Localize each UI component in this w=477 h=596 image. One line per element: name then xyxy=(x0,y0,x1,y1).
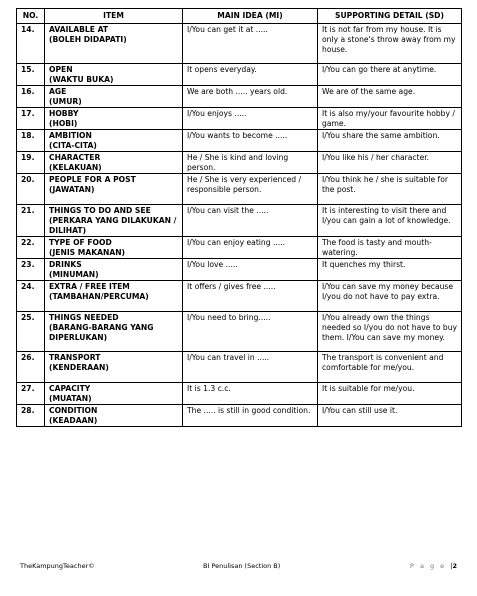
table-row xyxy=(17,383,462,405)
row-main-idea: The ..... is still in good condition. xyxy=(183,405,318,427)
item-label: TRANSPORT xyxy=(49,353,101,362)
row-item xyxy=(45,64,183,86)
item-malay-label: (CITA-CITA) xyxy=(49,141,97,150)
row-item xyxy=(45,383,183,405)
row-item xyxy=(45,152,183,174)
row-main-idea: I/You can travel in ..... xyxy=(183,352,318,383)
row-number: 21. xyxy=(17,205,45,237)
item-label: PEOPLE FOR A POST xyxy=(49,175,136,184)
item-malay-label: (JENIS MAKANAN) xyxy=(49,248,126,257)
item-label: AMBITION xyxy=(49,131,92,140)
row-main-idea: I/You can get it at ..... xyxy=(183,24,318,64)
table-header-row xyxy=(17,9,462,24)
table-row xyxy=(17,64,462,86)
item-malay-label: (KEADAAN) xyxy=(49,416,98,425)
page-footer xyxy=(20,562,457,574)
vocabulary-table-container xyxy=(16,8,461,427)
row-number: 22. xyxy=(17,237,45,259)
row-number: 24. xyxy=(17,281,45,312)
item-label: OPEN xyxy=(49,65,73,74)
item-label: CONDITION xyxy=(49,406,98,415)
item-label: AVAILABLE AT xyxy=(49,25,109,34)
vocabulary-table xyxy=(16,8,462,427)
footer-page-indicator xyxy=(410,562,457,570)
row-number: 19. xyxy=(17,152,45,174)
row-supporting-detail: I/You already own the things needed so I/you do not have to buy them. I/You can save my money. xyxy=(318,312,462,352)
row-number: 25. xyxy=(17,312,45,352)
row-supporting-detail: I/You think he / she is suitable for the post. xyxy=(318,174,462,205)
table-row xyxy=(17,108,462,130)
row-number: 23. xyxy=(17,259,45,281)
table-row xyxy=(17,237,462,259)
row-number: 28. xyxy=(17,405,45,427)
table-row xyxy=(17,281,462,312)
row-supporting-detail: I/You share the same ambition. xyxy=(318,130,462,152)
row-number: 26. xyxy=(17,352,45,383)
table-row xyxy=(17,405,462,427)
header-item: ITEM xyxy=(45,9,183,24)
row-main-idea: I/You enjoys ..... xyxy=(183,108,318,130)
item-malay-label: (PERKARA YANG DILAKUKAN / DILIHAT) xyxy=(49,216,177,235)
item-malay-label: (HOBI) xyxy=(49,119,78,128)
row-main-idea: He / She is kind and loving person. xyxy=(183,152,318,174)
item-label: THINGS TO DO AND SEE xyxy=(49,206,151,215)
table-row xyxy=(17,24,462,64)
table-row xyxy=(17,152,462,174)
row-main-idea: I/You can enjoy eating ..... xyxy=(183,237,318,259)
item-malay-label: (BOLEH DIDAPATI) xyxy=(49,35,127,44)
row-main-idea: I/You wants to become ..... xyxy=(183,130,318,152)
row-item xyxy=(45,237,183,259)
table-row xyxy=(17,174,462,205)
row-number: 15. xyxy=(17,64,45,86)
row-number: 16. xyxy=(17,86,45,108)
item-label: TYPE OF FOOD xyxy=(49,238,112,247)
row-item xyxy=(45,205,183,237)
row-item xyxy=(45,130,183,152)
table-row xyxy=(17,312,462,352)
item-malay-label: (JAWATAN) xyxy=(49,185,95,194)
row-main-idea: I/You need to bring..... xyxy=(183,312,318,352)
row-item xyxy=(45,108,183,130)
row-main-idea: It is 1.3 c.c. xyxy=(183,383,318,405)
item-malay-label: (WAKTU BUKA) xyxy=(49,75,114,84)
row-main-idea: It offers / gives free ..... xyxy=(183,281,318,312)
row-item xyxy=(45,281,183,312)
row-supporting-detail: We are of the same age. xyxy=(318,86,462,108)
table-row xyxy=(17,352,462,383)
item-malay-label: (KELAKUAN) xyxy=(49,163,102,172)
row-number: 18. xyxy=(17,130,45,152)
row-number: 17. xyxy=(17,108,45,130)
header-supporting-detail: SUPPORTING DETAIL (SD) xyxy=(318,9,462,24)
row-item xyxy=(45,405,183,427)
item-label: CAPACITY xyxy=(49,384,91,393)
row-number: 14. xyxy=(17,24,45,64)
item-label: THINGS NEEDED xyxy=(49,313,119,322)
row-supporting-detail: It quenches my thirst. xyxy=(318,259,462,281)
row-main-idea: I/You love ..... xyxy=(183,259,318,281)
row-item xyxy=(45,24,183,64)
item-malay-label: (MINUMAN) xyxy=(49,270,99,279)
row-supporting-detail: It is not far from my house. It is only a stone's throw away from my house. xyxy=(318,24,462,64)
item-malay-label: (UMUR) xyxy=(49,97,82,106)
item-label: HOBBY xyxy=(49,109,79,118)
footer-page-number: 2 xyxy=(452,562,457,570)
item-malay-label: (TAMBAHAN/PERCUMA) xyxy=(49,292,149,301)
row-supporting-detail: I/You can go there at anytime. xyxy=(318,64,462,86)
row-item xyxy=(45,312,183,352)
row-item xyxy=(45,352,183,383)
row-supporting-detail: I/You can still use it. xyxy=(318,405,462,427)
row-supporting-detail: The food is tasty and mouth-watering. xyxy=(318,237,462,259)
table-row xyxy=(17,259,462,281)
item-label: DRINKS xyxy=(49,260,82,269)
row-item xyxy=(45,86,183,108)
row-supporting-detail: It is interesting to visit there and I/you can gain a lot of knowledge. xyxy=(318,205,462,237)
row-main-idea: I/You can visit the ..... xyxy=(183,205,318,237)
row-item xyxy=(45,174,183,205)
row-main-idea: He / She is very experienced / responsible person. xyxy=(183,174,318,205)
row-supporting-detail: I/You can save my money because I/you do not have to pay extra. xyxy=(318,281,462,312)
table-row xyxy=(17,205,462,237)
header-no: NO. xyxy=(17,9,45,24)
header-main-idea: MAIN IDEA (MI) xyxy=(183,9,318,24)
item-label: CHARACTER xyxy=(49,153,101,162)
item-malay-label: (BARANG-BARANG YANG DIPERLUKAN) xyxy=(49,323,154,342)
row-main-idea: We are both ..... years old. xyxy=(183,86,318,108)
row-number: 27. xyxy=(17,383,45,405)
row-supporting-detail: It is also my/your favourite hobby / game. xyxy=(318,108,462,130)
footer-separator: | xyxy=(450,562,453,570)
row-supporting-detail: It is suitable for me/you. xyxy=(318,383,462,405)
footer-author: TheKampungTeacher© xyxy=(20,562,95,570)
item-label: AGE xyxy=(49,87,67,96)
row-supporting-detail: The transport is convenient and comfortable for me/you. xyxy=(318,352,462,383)
item-malay-label: (MUATAN) xyxy=(49,394,92,403)
table-row xyxy=(17,86,462,108)
item-malay-label: (KENDERAAN) xyxy=(49,363,109,372)
footer-section-title: BI Penulisan (Section B) xyxy=(203,562,281,570)
table-row xyxy=(17,130,462,152)
row-supporting-detail: I/You like his / her character. xyxy=(318,152,462,174)
footer-page-label: P a g e xyxy=(409,562,447,570)
row-main-idea: It opens everyday. xyxy=(183,64,318,86)
item-label: EXTRA / FREE ITEM xyxy=(49,282,130,291)
row-number: 20. xyxy=(17,174,45,205)
row-item xyxy=(45,259,183,281)
